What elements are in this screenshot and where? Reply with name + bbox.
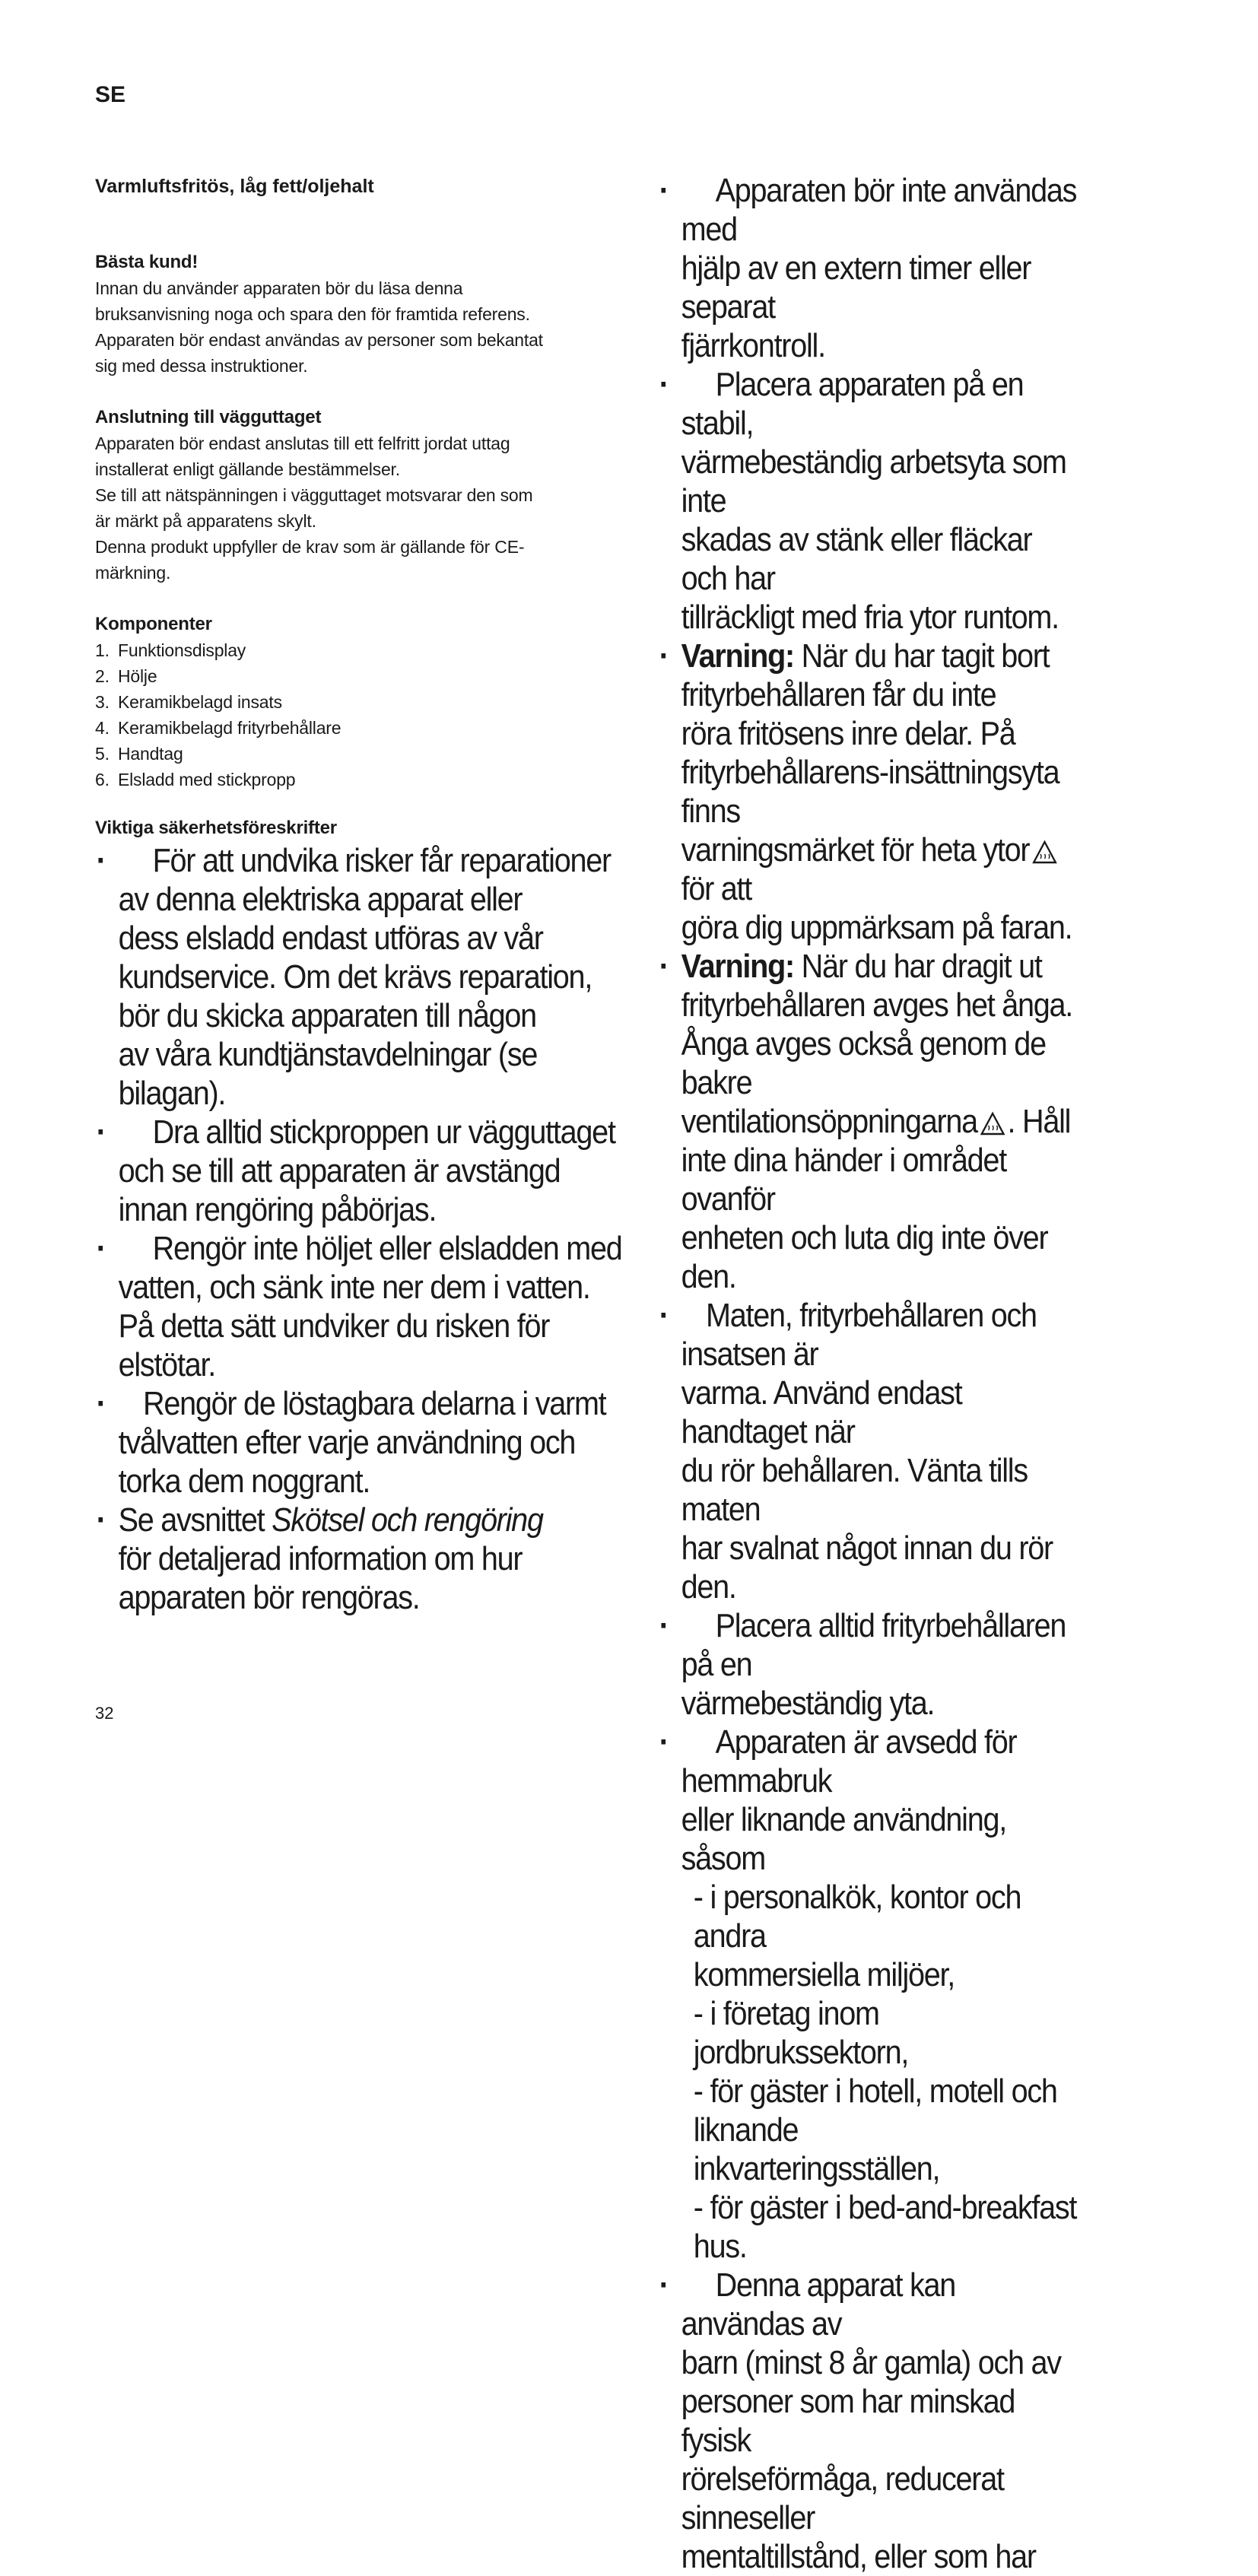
- list-item: · Rengör de löstagbara delarna i varmt tvålvatten efter varje användning och torka dem noggrant.: [96, 1385, 606, 1500]
- list-item: · Rengör inte höljet eller elsladden med vatten, och sänk inte ner dem i vatten. På detta sätt undviker du risken för elstötar.: [96, 1230, 622, 1383]
- warning-label: Varning:: [681, 637, 794, 675]
- components-list: [95, 637, 627, 792]
- intro-line: Apparaten bör endast användas av personer som bekantat: [95, 330, 543, 350]
- list-item: 6. Elsladd med stickpropp: [95, 770, 296, 789]
- connection-line: märkning.: [95, 563, 171, 583]
- hot-steam-warning-icon: [980, 1111, 1005, 1136]
- connection-section: [95, 405, 627, 586]
- list-item: 1. Funktionsdisplay: [95, 640, 246, 660]
- intro-line: sig med dessa instruktioner.: [95, 356, 308, 376]
- list-item: · Placera apparaten på en stabil, värmebeständig arbetsyta som inte skadas av stänk eller fläckar och har tillräckligt med fria ytor runtom.: [659, 366, 1066, 636]
- list-item: 5. Handtag: [95, 744, 183, 764]
- greeting: Bästa kund!: [95, 252, 199, 272]
- components-heading: Komponenter: [95, 614, 212, 634]
- list-item: · Dra alltid stickproppen ur vägguttaget och se till att apparaten är avstängd innan rengöring påbörjas.: [96, 1113, 615, 1228]
- warning-item: · Varning: När du har tagit bort frityrbehållaren får du inte röra fritösens inre delar. På frityrbehållarens-insättningsyta finns varningsmärket för heta ytorför att göra dig uppmärksam på faran.: [659, 637, 1072, 946]
- connection-line: installerat enligt gällande bestämmelser.: [95, 459, 400, 479]
- list-item: · Apparaten är avsedd för hemmabruk eller liknande användning, såsom - i personalkök, kontor och andra kommersiella miljöer, - i företag inom jordbrukssektorn, - för gäster i hotell, motell och liknande inkvarteringsställen, - för gäster i bed-and-breakfast hus.: [658, 1723, 1084, 2266]
- left-column: [95, 173, 627, 1617]
- page-language-code: SE: [95, 82, 126, 107]
- warning-item: · Varning: När du har dragit ut frityrbehållaren avges het ånga. Ånga avges också genom de bakre ventilationsöppningarna . Håll inte dina händer i området ovanför enheten och luta dig inte över den.: [659, 948, 1073, 1295]
- connection-line: Apparaten bör endast anslutas till ett felfritt jordat uttag: [95, 434, 510, 453]
- connection-heading: Anslutning till vägguttaget: [95, 407, 322, 427]
- list-item: · Denna apparat kan användas av barn (minst 8 år gamla) och av personer som har minskad fysisk rörelseförmåga, reducerat sinneseller mentaltillstånd, eller som har: [659, 2266, 1061, 2575]
- list-item: 2. Hölje: [95, 666, 157, 686]
- list-item: · Se avsnittet Skötsel och rengöring för detaljerad information om hur apparaten bör rengöras.: [96, 1501, 543, 1616]
- list-item: 4. Keramikbelagd frityrbehållare: [95, 718, 342, 738]
- list-item: · Placera alltid frityrbehållaren på en värmebeständig yta.: [659, 1607, 1066, 1722]
- list-item: · Maten, frityrbehållaren och insatsen är varma. Använd endast handtaget när du rör behållaren. Vänta tills maten har svalnat något innan du rör den.: [659, 1297, 1053, 1606]
- components-section: [95, 611, 627, 792]
- connection-line: är märkt på apparatens skylt.: [95, 511, 316, 531]
- safety-heading-wrap: [95, 815, 627, 841]
- hot-surface-warning-icon: [1032, 840, 1056, 864]
- warning-label: Varning:: [681, 948, 794, 985]
- page-number: 32: [95, 1704, 114, 1723]
- document-title: Varmluftsfritös, låg fett/oljehalt: [95, 176, 374, 197]
- list-item: · För att undvika risker får reparationer av denna elektriska apparat eller dess elsladd endast utföras av vår kundservice. Om det krävs reparation, bör du skicka apparaten till någon av våra kundtjänstavdelningar (se bilagan).: [96, 842, 611, 1112]
- sub-list-item: - i personalkök, kontor och andra kommersiella miljöer, - i företag inom jordbrukssektorn, - för gäster i hotell, motell och liknande inkvarteringsställen, - för gäster i bed-and-breakfast hus.: [693, 1879, 1077, 2265]
- connection-line: Se till att nätspänningen i vägguttaget motsvarar den som: [95, 485, 533, 505]
- intro-line: Innan du använder apparaten bör du läsa denna: [95, 278, 463, 298]
- intro-section: [95, 249, 627, 379]
- list-item: 3. Keramikbelagd insats: [95, 692, 282, 712]
- intro-line: bruksanvisning noga och spara den för framtida referens.: [95, 304, 530, 324]
- safety-bullets: [95, 841, 627, 1617]
- list-item: · Apparaten bör inte användas med hjälp av en extern timer eller separat fjärrkontroll.: [659, 172, 1077, 364]
- right-column: [658, 171, 1084, 2576]
- connection-line: Denna produkt uppfyller de krav som är gällande för CE-: [95, 537, 525, 557]
- safety-heading: Viktiga säkerhetsföreskrifter: [95, 818, 337, 838]
